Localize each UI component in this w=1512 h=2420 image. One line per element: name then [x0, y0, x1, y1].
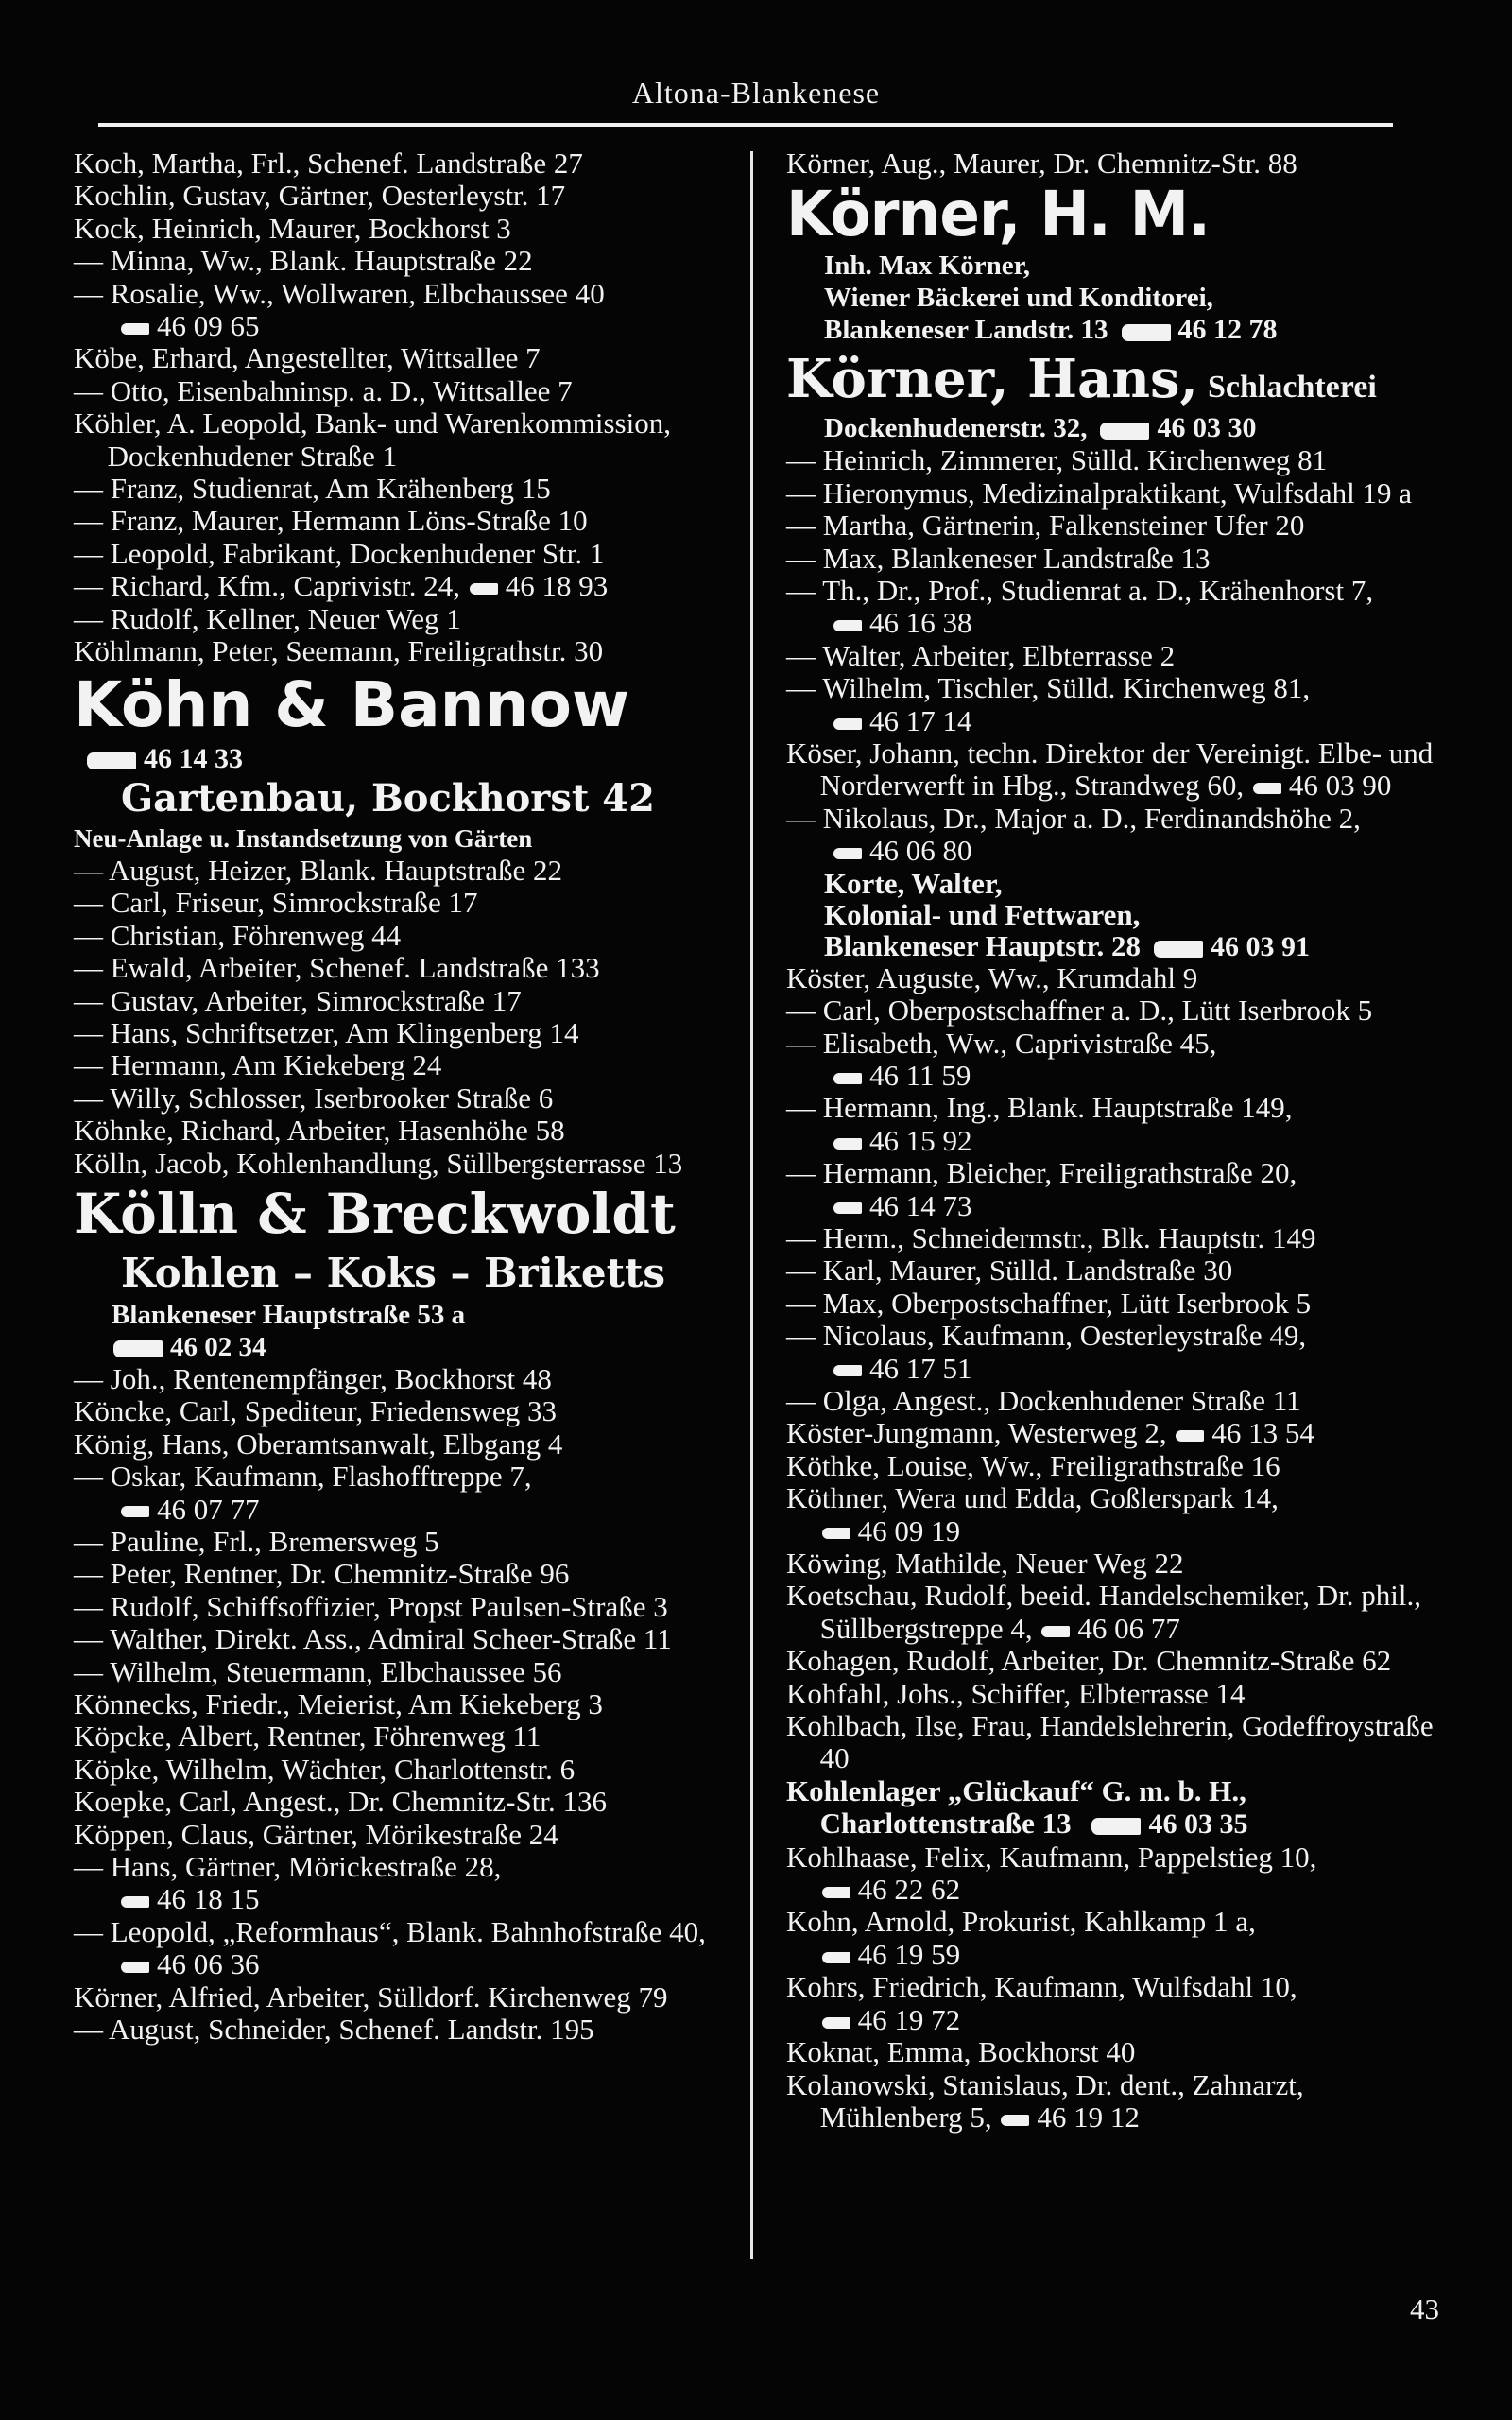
advertisement-kolln-breckwoldt: [74, 1180, 735, 1363]
entry-text: Carl, Oberpostschaffner a. D., Lütt Iserbrook 5: [822, 994, 1373, 1028]
entry-text: Peter, Rentner, Dr. Chemnitz-Straße 96: [110, 1557, 570, 1591]
entry-text: Christian, Föhrenweg 44: [110, 918, 402, 952]
entry-text: Hieronymus, Medizinalpraktikant, Wulfsdahl 19 a: [822, 475, 1412, 510]
entry-text: Köster-Jungmann, Westerweg 2,: [786, 1416, 1167, 1450]
ad-company-name: Körner, Hans,: [786, 348, 1198, 411]
list-item: Köhlmann, Peter, Seemann, Freiligrathstr. 30: [74, 634, 604, 668]
ad-line: Neu-Anlage u. Instandsetzung von Gärten: [74, 823, 533, 853]
entry-text: Olga, Angest., Dockenhudener Straße 11: [822, 1383, 1301, 1417]
list-item: König, Hans, Oberamtsanwalt, Elbgang 4: [74, 1426, 563, 1461]
list-item: [74, 952, 735, 984]
entry-text: Nicolaus, Kaufmann, Oesterleystraße 49,: [822, 1319, 1307, 1353]
entry-text: Leopold, „Reformhaus“, Blank. Bahnhofstraße 40,: [110, 1914, 706, 1948]
list-item: [786, 640, 1448, 672]
ad-company-name: Kölln & Breckwoldt: [74, 1181, 676, 1246]
ad-company-name: Körner, H. M.: [786, 178, 1210, 251]
ad-line: Kohlen – Koks – Briketts: [121, 1249, 666, 1296]
list-item: Körner, Alfried, Arbeiter, Sülldorf. Kirchenweg 79: [74, 1979, 668, 2014]
telephone-number: 46 03 91: [1152, 931, 1310, 962]
telephone-number: 46 09 65: [119, 309, 260, 342]
list-item: [74, 1558, 735, 1590]
list-item: [786, 1482, 1448, 1547]
telephone-number: 46 06 77: [1040, 1612, 1180, 1645]
entry-text: Elisabeth, Ww., Caprivistraße 45,: [822, 1026, 1217, 1060]
running-head: Altona-Blankenese: [631, 76, 881, 110]
list-item: Koknat, Emma, Bockhorst 40: [786, 2035, 1136, 2069]
list-item: Kochlin, Gustav, Gärtner, Oesterleystr. 17: [74, 179, 566, 213]
page-number: 43: [1410, 2292, 1439, 2325]
list-item: [786, 1971, 1448, 2036]
list-item: Köhler, A. Leopold, Bank- und Warenkommission, Dockenhudener Straße 1: [74, 406, 671, 473]
list-item: [786, 1906, 1448, 1971]
telephone-number: 46 17 14: [832, 704, 972, 737]
list-item: [786, 1385, 1448, 1417]
entry-text: Herm., Schneidermstr., Blk. Hauptstr. 149: [822, 1220, 1316, 1254]
list-item: [786, 2069, 1448, 2135]
telephone-number: 46 03 90: [1251, 769, 1392, 802]
ad-line: Charlottenstraße 13: [819, 1806, 1072, 1841]
entry-text: Köthner, Wera und Edda, Goßlerspark 14,: [786, 1481, 1279, 1515]
list-item: [74, 538, 735, 570]
entry-text: Rosalie, Ww., Wollwaren, Elbchaussee 40: [110, 276, 605, 310]
entry-text: Kolanowski, Stanislaus, Dr. dent., Zahnarzt, Mühlenberg 5,: [786, 2067, 1304, 2134]
telephone-number: 46 06 36: [119, 1947, 260, 1980]
list-item: [786, 543, 1448, 575]
list-item: [74, 245, 735, 277]
telephone-number: 46 16 38: [832, 606, 972, 639]
ad-line: Inh. Max Körner,: [824, 251, 1031, 282]
ad-line: Blankeneser Hauptstr. 28: [824, 928, 1142, 962]
ad-line: Blankeneser Landstr. 13: [824, 315, 1108, 346]
ad-line: Wiener Bäckerei und Konditorei,: [824, 283, 1213, 314]
list-item: [74, 278, 735, 343]
entry-text: Walter, Arbeiter, Elbterrasse 2: [822, 638, 1176, 672]
list-item: [74, 985, 735, 1017]
entry-text: Th., Dr., Prof., Studienrat a. D., Krähenhorst 7,: [822, 574, 1374, 608]
telephone-number: 46 03 35: [1090, 1808, 1247, 1840]
left-column: [74, 147, 735, 2047]
telephone-number: 46 03 30: [1098, 412, 1256, 443]
right-column: [786, 147, 1448, 2134]
list-item: Kohlbach, Ilse, Frau, Handelslehrerin, Godeffroystraße 40: [786, 1709, 1434, 1775]
list-item: [74, 1591, 735, 1623]
list-item: Koch, Martha, Frl., Schenef. Landstraße 27: [74, 147, 583, 180]
list-item: [74, 375, 735, 407]
list-item: [74, 2014, 735, 2046]
list-item: [74, 887, 735, 919]
list-item: Köster, Auguste, Ww., Krumdahl 9: [786, 960, 1198, 994]
entry-text: Max, Oberpostschaffner, Lütt Iserbrook 5: [822, 1286, 1312, 1320]
entry-text: Gustav, Arbeiter, Simrockstraße 17: [110, 983, 522, 1017]
list-item: [74, 603, 735, 635]
entry-text: Ewald, Arbeiter, Schenef. Landstraße 133: [110, 951, 600, 985]
list-item: [786, 444, 1448, 476]
entry-text: Kohrs, Friedrich, Kaufmann, Wulfsdahl 10,: [786, 1970, 1297, 2004]
entry-text: Martha, Gärtnerin, Falkensteiner Ufer 20: [822, 509, 1305, 543]
list-item: [786, 1320, 1448, 1385]
list-item: [74, 473, 735, 505]
entry-text: Leopold, Fabrikant, Dockenhudener Str. 1: [110, 536, 605, 570]
telephone-number: 46 18 93: [468, 569, 609, 602]
entry-text: Rudolf, Schiffsoffizier, Propst Paulsen-Straße 3: [110, 1589, 668, 1623]
ad-line: Dockenhudenerstr. 32,: [824, 413, 1088, 444]
telephone-number: 46 19 59: [820, 1938, 961, 1971]
list-item: Köhnke, Richard, Arbeiter, Hasenhöhe 58: [74, 1114, 565, 1148]
column-rule: [750, 151, 753, 2259]
entry-text: Rudolf, Kellner, Neuer Weg 1: [110, 601, 461, 635]
telephone-number: 46 18 15: [119, 1882, 260, 1915]
telephone-number: 46 02 34: [112, 1332, 266, 1362]
entry-text: Koetschau, Rudolf, beeid. Handelschemiker, Dr. phil., Süllbergstreppe 4,: [786, 1579, 1421, 1645]
entry-text: Heinrich, Zimmerer, Sülld. Kirchenweg 81: [822, 443, 1328, 477]
telephone-number: 46 17 51: [832, 1352, 972, 1385]
list-item: [786, 803, 1448, 868]
advertisement-korte: [786, 868, 1448, 962]
entry-text: Kohlhaase, Felix, Kaufmann, Pappelstieg 10,: [786, 1840, 1317, 1874]
list-item: [786, 1092, 1448, 1157]
entry-text: Hermann, Am Kiekeberg 24: [110, 1048, 442, 1082]
entry-text: Hermann, Ing., Blank. Hauptstraße 149,: [822, 1091, 1293, 1125]
list-item: [786, 1775, 1448, 1841]
list-item: [74, 1623, 735, 1655]
list-item: Köppen, Claus, Gärtner, Mörikestraße 24: [74, 1817, 558, 1851]
list-item: [786, 1580, 1448, 1645]
list-item: [786, 1417, 1448, 1449]
entry-text: Wilhelm, Steuermann, Elbchaussee 56: [110, 1654, 562, 1688]
entry-text: August, Schneider, Schenef. Landstr. 195: [109, 2013, 594, 2047]
list-item: [786, 510, 1448, 542]
list-item: [786, 1288, 1448, 1320]
advertisement-korner-hans: [786, 346, 1448, 444]
entry-text: Hermann, Bleicher, Freiligrathstraße 20,: [822, 1156, 1297, 1190]
list-item: [786, 1157, 1448, 1222]
ad-line: Gartenbau, Bockhorst 42: [121, 775, 655, 821]
list-item: Kohfahl, Johs., Schiffer, Elbterrasse 14: [786, 1676, 1246, 1710]
entry-text: Wilhelm, Tischler, Sülld. Kirchenweg 81,: [822, 671, 1311, 705]
telephone-number: 46 13 54: [1174, 1416, 1314, 1449]
telephone-number: 46 19 72: [820, 2003, 961, 2036]
list-item: Kölln, Jacob, Kohlenhandlung, Süllbergsterrasse 13: [74, 1146, 683, 1180]
list-item: Könnecks, Friedr., Meierist, Am Kiekeberg 3: [74, 1687, 603, 1721]
telephone-number: 46 06 80: [832, 834, 972, 867]
list-item: [786, 994, 1448, 1027]
list-item: Kock, Heinrich, Maurer, Bockhorst 3: [74, 211, 511, 245]
list-item: [74, 1363, 735, 1395]
telephone-number: 46 15 92: [832, 1124, 972, 1157]
list-item: Köwing, Mathilde, Neuer Weg 22: [786, 1547, 1184, 1580]
telephone-number: 46 09 19: [820, 1514, 961, 1547]
entry-text: Walther, Direkt. Ass., Admiral Scheer-Straße 11: [110, 1622, 672, 1656]
entry-text: Kohn, Arnold, Prokurist, Kahlkamp 1 a,: [786, 1905, 1256, 1939]
list-item: [786, 1841, 1448, 1907]
entry-text: Richard, Kfm., Caprivistr. 24,: [110, 569, 460, 603]
telephone-number: 46 14 73: [832, 1189, 972, 1222]
ad-line: Blankeneser Hauptstraße 53 a: [112, 1299, 466, 1330]
entry-text: Otto, Eisenbahninsp. a. D., Wittsallee 7: [110, 373, 573, 407]
advertisement-kohn-bannow: [74, 668, 735, 855]
entry-text: Franz, Studienrat, Am Krähenberg 15: [110, 472, 551, 506]
advertisement-korner-hm: [786, 180, 1448, 346]
entry-text: Minna, Ww., Blank. Hauptstraße 22: [110, 244, 533, 278]
list-item: [74, 1017, 735, 1049]
list-item: [74, 920, 735, 952]
header-rule: [98, 123, 1393, 127]
entry-text: Köser, Johann, techn. Direktor der Vereinigt. Elbe- und Norderwerft in Hbg., Strandweg 60,: [786, 736, 1434, 803]
telephone-number: 46 07 77: [119, 1493, 260, 1526]
telephone-number: 46 12 78: [1120, 314, 1278, 345]
list-item: [74, 1082, 735, 1115]
list-item: [74, 505, 735, 537]
list-item: Körner, Aug., Maurer, Dr. Chemnitz-Str. 88: [786, 147, 1297, 180]
ad-line: Korte, Walter,: [824, 866, 1003, 900]
list-item: Köncke, Carl, Spediteur, Friedensweg 33: [74, 1394, 558, 1428]
list-item: Köthke, Louise, Ww., Freiligrathstraße 16: [786, 1448, 1280, 1482]
list-item: [786, 1028, 1448, 1093]
entry-text: Oskar, Kaufmann, Flashofftreppe 7,: [110, 1460, 532, 1494]
entry-text: August, Heizer, Blank. Hauptstraße 22: [109, 853, 563, 887]
list-item: [786, 1222, 1448, 1254]
entry-text: Willy, Schlosser, Iserbrooker Straße 6: [110, 1080, 554, 1115]
telephone-number: 46 14 33: [85, 743, 243, 774]
entry-text: Joh., Rentenempfänger, Bockhorst 48: [110, 1361, 552, 1395]
list-item: [786, 575, 1448, 640]
list-item: [74, 570, 735, 602]
telephone-number: 46 22 62: [820, 1873, 961, 1906]
entry-text: Hans, Gärtner, Mörickestraße 28,: [110, 1850, 502, 1884]
list-item: [786, 477, 1448, 510]
ad-line: Kolonial- und Fettwaren,: [824, 897, 1141, 931]
entry-text: Pauline, Frl., Bremersweg 5: [110, 1525, 439, 1558]
telephone-number: 46 19 12: [999, 2100, 1140, 2134]
entry-text: Carl, Friseur, Simrockstraße 17: [110, 886, 478, 920]
list-item: [74, 1461, 735, 1526]
list-item: [786, 737, 1448, 803]
entry-text: Franz, Maurer, Hermann Löns-Straße 10: [110, 504, 588, 538]
ad-line: Kohlenlager „Glückauf“ G. m. b. H.,: [786, 1773, 1246, 1807]
list-item: [74, 1916, 735, 1981]
list-item: Kohagen, Rudolf, Arbeiter, Dr. Chemnitz-Straße 62: [786, 1644, 1392, 1678]
list-item: Köpke, Wilhelm, Wächter, Charlottenstr. 6: [74, 1752, 576, 1786]
list-item: [786, 1254, 1448, 1287]
telephone-number: 46 11 59: [832, 1059, 971, 1092]
list-item: Koepke, Carl, Angest., Dr. Chemnitz-Str. 136: [74, 1785, 607, 1819]
entry-text: Max, Blankeneser Landstraße 13: [822, 541, 1211, 575]
list-item: Köpcke, Albert, Rentner, Föhrenweg 11: [74, 1720, 541, 1754]
entry-text: Karl, Maurer, Sülld. Landstraße 30: [822, 1253, 1233, 1288]
list-item: [74, 1851, 735, 1916]
entry-text: Hans, Schriftsetzer, Am Klingenberg 14: [110, 1015, 579, 1049]
list-item: [74, 1656, 735, 1688]
list-item: [74, 1526, 735, 1558]
entry-text: Nikolaus, Dr., Major a. D., Ferdinandshöhe 2,: [822, 801, 1361, 835]
ad-company-name: Köhn & Bannow: [74, 667, 629, 741]
list-item: Köbe, Erhard, Angestellter, Wittsallee 7: [74, 341, 541, 375]
list-item: [786, 672, 1448, 737]
list-item: [74, 855, 735, 887]
ad-business-type: Schlachterei: [1208, 370, 1377, 406]
list-item: [74, 1049, 735, 1081]
